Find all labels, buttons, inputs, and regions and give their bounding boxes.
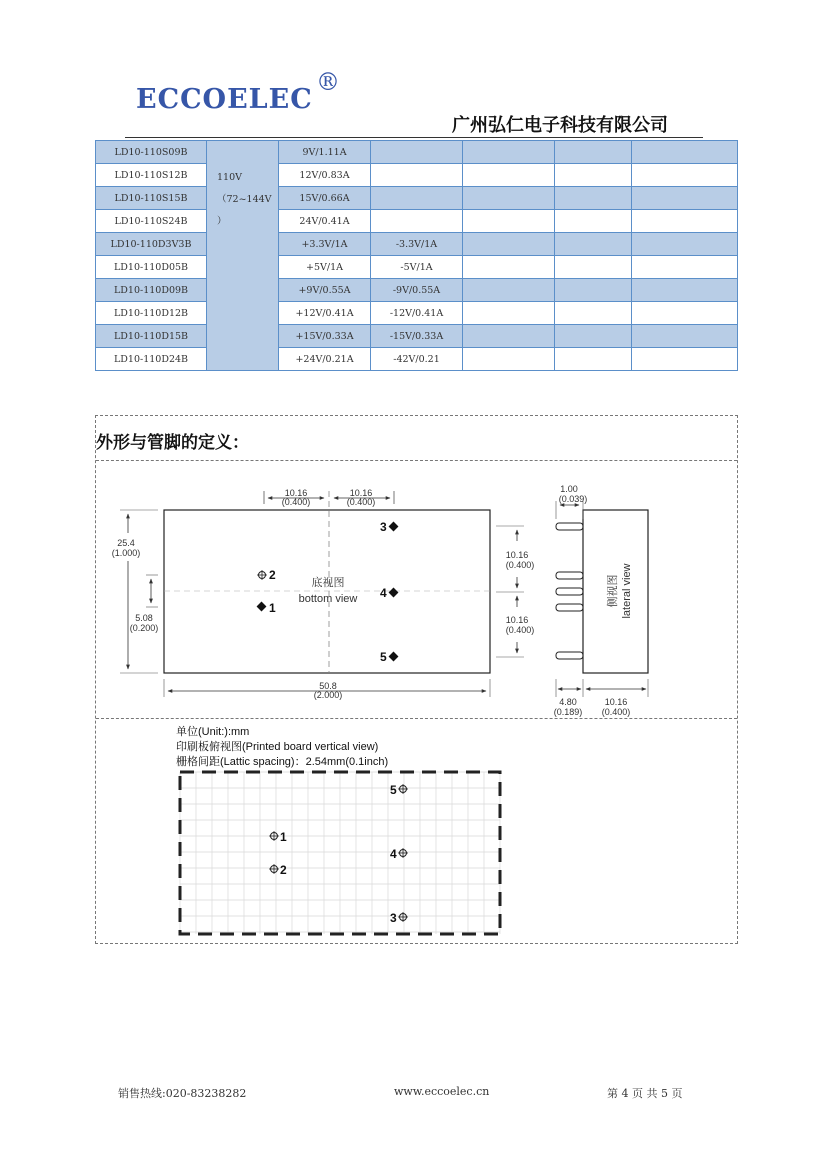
output2-cell: -9V/0.55A (371, 279, 463, 302)
company-logo-text: ECCOELEC (136, 84, 313, 115)
empty-cell (555, 164, 632, 187)
output1-cell: +9V/0.55A (279, 279, 371, 302)
empty-cell (555, 187, 632, 210)
dim-top-left: 10.16 (284, 488, 308, 498)
output1-cell: +12V/0.41A (279, 302, 371, 325)
pcb-pin-1-label: 1 (280, 830, 287, 844)
pin-5-label: 5 (380, 650, 387, 664)
side-dim-body: 10.16 (604, 697, 628, 707)
table-row (96, 187, 738, 210)
empty-cell (463, 187, 555, 210)
empty-cell (632, 325, 738, 348)
company-name: 广州弘仁电子科技有限公司 (452, 115, 668, 136)
empty-cell (632, 210, 738, 233)
empty-cell (555, 256, 632, 279)
empty-cell (632, 164, 738, 187)
dim-width: 50.8 (319, 681, 337, 691)
dim-height-in: (1.000) (111, 548, 141, 558)
unit-note: 单位(Unit:):mm (176, 726, 250, 738)
pin-1-marker (257, 602, 267, 612)
model-cell: LD10-110D24B (96, 348, 207, 371)
input-voltage-line: （72~144V (217, 194, 272, 205)
empty-cell (632, 279, 738, 302)
footer-hotline: 销售热线:020-83238282 (118, 1087, 247, 1100)
input-voltage-line: 110V (217, 172, 242, 183)
empty-cell (463, 256, 555, 279)
empty-cell (463, 233, 555, 256)
outline-drawing (96, 461, 736, 717)
footer-page-number: 第 4 页 共 5 页 (607, 1087, 683, 1100)
output1-cell: +15V/0.33A (279, 325, 371, 348)
output1-cell: +3.3V/1A (279, 233, 371, 256)
empty-cell (632, 141, 738, 164)
dim-right-upper: 10.16 (505, 550, 529, 560)
section-divider (96, 718, 737, 719)
model-cell: LD10-110S09B (96, 141, 207, 164)
pcb-pin-3 (398, 912, 408, 922)
empty-cell (555, 302, 632, 325)
table-row (96, 302, 738, 325)
table-row (96, 164, 738, 187)
side-view-cn: 侧视图 (607, 574, 619, 608)
pcb-pin-4 (398, 848, 408, 858)
side-dim-pin-in: (0.189) (553, 707, 583, 717)
dim-pin-gap: 5.08 (135, 613, 153, 623)
dim-right-lower: 10.16 (505, 615, 529, 625)
header-divider (125, 137, 703, 138)
table-row (96, 256, 738, 279)
pin-2-marker (257, 570, 267, 580)
table-row (96, 210, 738, 233)
empty-cell (463, 164, 555, 187)
empty-cell (463, 325, 555, 348)
dim-pin-gap-in: (0.200) (129, 623, 159, 633)
pcb-notes (176, 725, 388, 770)
model-cell: LD10-110D3V3B (96, 233, 207, 256)
output1-cell: 24V/0.41A (279, 210, 371, 233)
input-voltage-cell (207, 141, 279, 371)
dim-top-right: 10.16 (349, 488, 373, 498)
pcb-pin-2-label: 2 (280, 863, 287, 877)
input-voltage-line: ） (217, 216, 227, 227)
empty-cell (632, 187, 738, 210)
pin-3-marker (389, 522, 399, 532)
output1-cell: 9V/1.11A (279, 141, 371, 164)
bottom-view-cn: 底视图 (311, 577, 345, 589)
pin-4-marker (389, 588, 399, 598)
section-title: 外形与管脚的定义： (96, 433, 249, 453)
output2-cell: -15V/0.33A (371, 325, 463, 348)
output2-cell: -12V/0.41A (371, 302, 463, 325)
pcb-pin-4-label: 4 (390, 847, 397, 861)
table-row (96, 233, 738, 256)
side-view-en: lateral view (621, 563, 633, 619)
dim-right-lower-in: (0.400) (505, 625, 535, 635)
empty-cell (463, 302, 555, 325)
module-body-outline (164, 510, 490, 673)
bottom-view-en: bottom view (298, 593, 358, 605)
empty-cell (555, 141, 632, 164)
empty-cell (463, 348, 555, 371)
view-note: 印刷板俯视图(Printed board vertical view) (176, 741, 379, 753)
pcb-pin-2 (269, 864, 279, 874)
side-pin-dia: 1.00 (560, 484, 578, 494)
empty-cell (555, 210, 632, 233)
pin-2-label: 2 (269, 568, 276, 582)
empty-cell (463, 210, 555, 233)
lateral-pins (556, 523, 583, 659)
empty-cell (632, 256, 738, 279)
dim-top-left-in: (0.400) (281, 497, 311, 507)
model-cell: LD10-110D15B (96, 325, 207, 348)
pin-3-label: 3 (380, 520, 387, 534)
output1-cell: 15V/0.66A (279, 187, 371, 210)
pcb-layout-drawing (170, 766, 510, 941)
side-dim-body-in: (0.400) (601, 707, 631, 717)
dim-top-right-in: (0.400) (346, 497, 376, 507)
model-cell: LD10-110S24B (96, 210, 207, 233)
empty-cell (632, 302, 738, 325)
table-row (96, 325, 738, 348)
empty-cell (555, 233, 632, 256)
pcb-pin-5 (398, 784, 408, 794)
side-dim-pin: 4.80 (559, 697, 577, 707)
pin-5-marker (389, 652, 399, 662)
empty-cell (555, 325, 632, 348)
side-pin-dia-in: (0.039) (558, 494, 588, 504)
pcb-pin-3-label: 3 (390, 911, 397, 925)
model-cell: LD10-110D12B (96, 302, 207, 325)
output1-cell: +24V/0.21A (279, 348, 371, 371)
pin-1-label: 1 (269, 601, 276, 615)
output2-cell (371, 164, 463, 187)
empty-cell (632, 233, 738, 256)
output1-cell: 12V/0.83A (279, 164, 371, 187)
empty-cell (555, 348, 632, 371)
model-spec-table (95, 140, 738, 371)
table-row (96, 279, 738, 302)
output1-cell: +5V/1A (279, 256, 371, 279)
footer-website[interactable]: www.eccoelec.cn (394, 1085, 490, 1098)
dim-right-upper-in: (0.400) (505, 560, 535, 570)
empty-cell (632, 348, 738, 371)
table-row (96, 141, 738, 164)
pcb-pin-1 (269, 831, 279, 841)
output2-cell (371, 141, 463, 164)
model-cell: LD10-110D09B (96, 279, 207, 302)
dim-width-in: (2.000) (313, 690, 343, 700)
output2-cell: -3.3V/1A (371, 233, 463, 256)
grid-note: 栅格间距(Lattic spacing)：2.54mm(0.1inch) (176, 756, 389, 768)
model-cell: LD10-110D05B (96, 256, 207, 279)
registered-mark: ® (316, 68, 340, 96)
empty-cell (555, 279, 632, 302)
dim-height: 25.4 (117, 538, 135, 548)
output2-cell (371, 187, 463, 210)
empty-cell (463, 279, 555, 302)
model-cell: LD10-110S15B (96, 187, 207, 210)
table-row (96, 348, 738, 371)
empty-cell (463, 141, 555, 164)
pcb-pin-5-label: 5 (390, 783, 397, 797)
output2-cell: -5V/1A (371, 256, 463, 279)
output2-cell: -42V/0.21 (371, 348, 463, 371)
output2-cell (371, 210, 463, 233)
pin-4-label: 4 (380, 586, 387, 600)
model-cell: LD10-110S12B (96, 164, 207, 187)
